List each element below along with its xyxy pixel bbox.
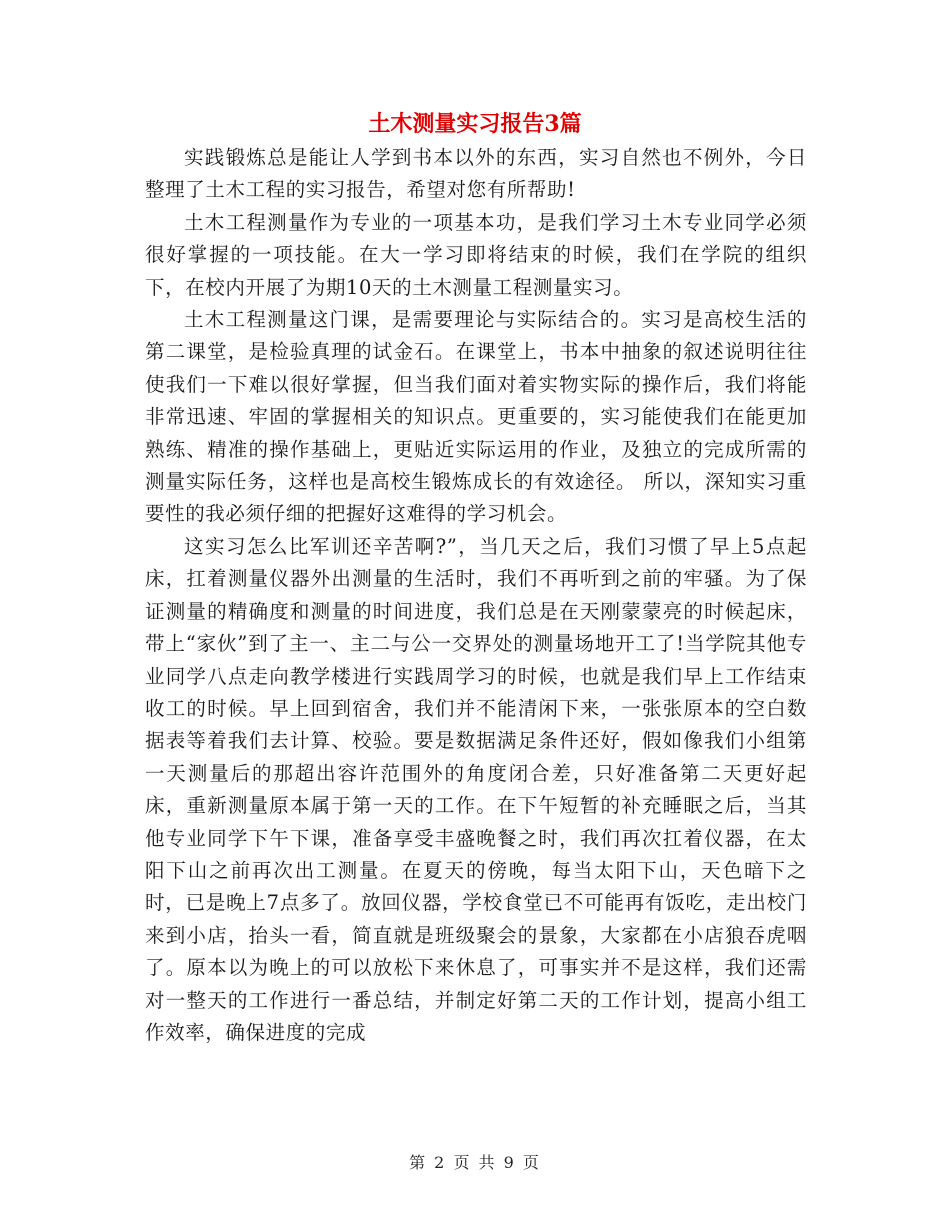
paragraph: 这实习怎么比军训还辛苦啊?”，当几天之后，我们习惯了早上5点起床，扛着测量仪器外出测量的生活时，我们不再听到之前的牢骚。为了保证测量的精确度和测量的时间进度，我们总是在天刚蒙蒙亮的时候起床，带上“家伙”到了主一、主二与公一交界处的测量场地开工了!当学院其他专业同学八点走向教学楼进行实践周学习的时候，也就是我们早上工作结束收工的时候。早上回到宿舍，我们并不能清闲下来，一张张原本的空白数据表等着我们去计算、校验。要是数据满足条件还好，假如像我们小组第一天测量后的那超出容许范围外的角度闭合差，只好准备第二天更好起床，重新测量原本属于第一天的工作。在下午短暂的补充睡眠之后，当其他专业同学下午下课，准备享受丰盛晚餐之时，我们再次扛着仪器，在太阳下山之前再次出工测量。在夏天的傍晚，每当太阳下山，天色暗下之时，已是晚上7点多了。放回仪器，学校食堂已不可能再有饭吃，走出校门来到小店，抬头一看，简直就是班级聚会的景象，大家都在小店狼吞虎咽了。原本以为晚上的可以放松下来休息了，可事实并不是这样，我们还需对一整天的工作进行一番总结，并制定好第二天的工作计划，提高小组工作效率，确保进度的完成 (145, 534, 807, 1044)
document-title: 土木测量实习报告3篇 (368, 111, 582, 137)
paragraph: 实践锻炼总是能让人学到书本以外的东西，实习自然也不例外，今日整理了土木工程的实习报告，希望对您有所帮助! (145, 146, 807, 202)
paragraph: 土木工程测量作为专业的一项基本功，是我们学习土木专业同学必须很好掌握的一项技能。在大一学习即将结束的时候，我们在学院的组织下，在校内开展了为期10天的土木测量工程测量实习。 (145, 210, 807, 299)
document-body (145, 142, 807, 1049)
page-number-footer: 第 2 页 共 9 页 (409, 1153, 541, 1172)
paragraph: 土木工程测量这门课，是需要理论与实际结合的。实习是高校生活的第二课堂，是检验真理的试金石。在课堂上，书本中抽象的叙述说明往往使我们一下难以很好掌握，但当我们面对着实物实际的操作后，我们将能非常迅速、牢固的掌握相关的知识点。更重要的，实习能使我们在能更加熟练、精准的操作基础上，更贴近实际运用的作业，及独立的完成所需的测量实际任务，这样也是高校生锻炼成长的有效途径。 所以，深知实习重要性的我必须仔细的把握好这难得的学习机会。 (145, 308, 807, 526)
